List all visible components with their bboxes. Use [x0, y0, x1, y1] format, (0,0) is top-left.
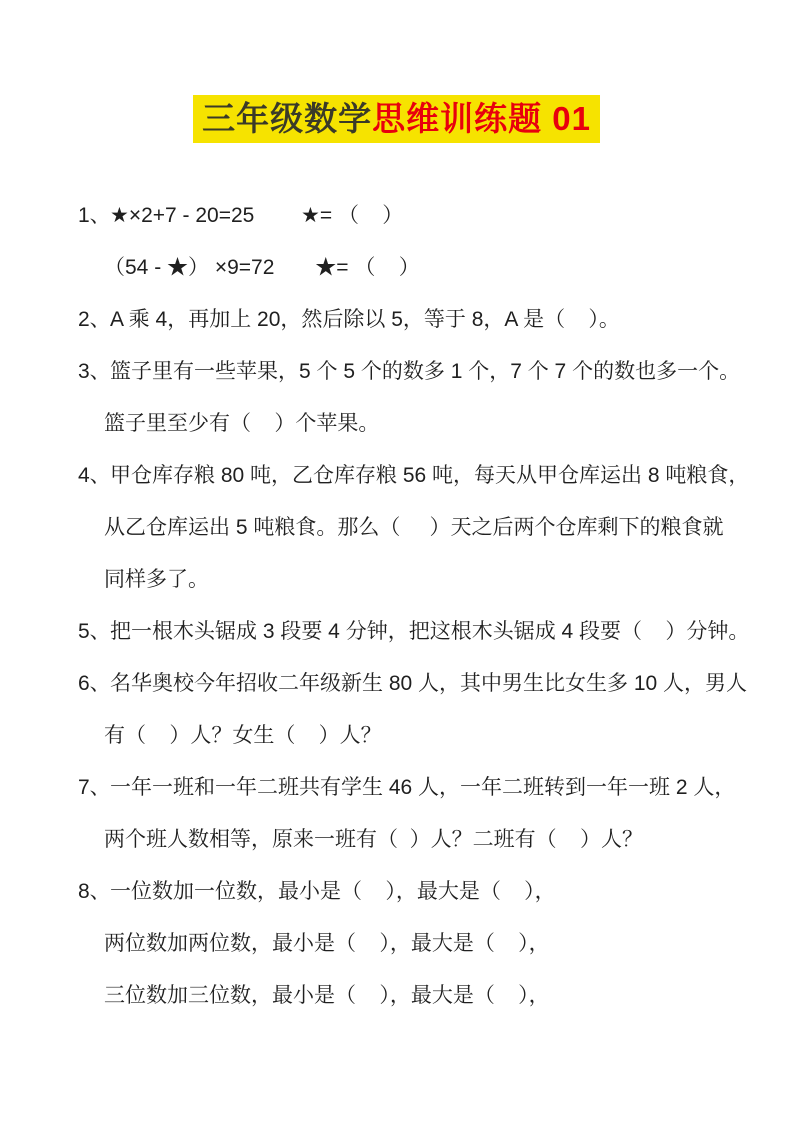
title-grade-text: 三年级数学	[202, 100, 373, 137]
question-8-text-2: 两位数加两位数，最小是（ ），最大是（ ），	[104, 932, 550, 955]
question-1-number: 1、	[78, 204, 111, 227]
question-3-text-1: 篮子里有一些苹果，5 个 5 个的数多 1 个，7 个 7 个的数也多一个。	[110, 360, 741, 383]
question-4-line-1	[78, 450, 753, 502]
question-7-number: 7、	[78, 776, 111, 799]
question-3-line-2	[78, 398, 753, 450]
question-7-line-2	[78, 814, 753, 866]
question-7-text-1: 一年一班和一年二班共有学生 46 人，一年二班转到一年一班 2 人，	[110, 776, 736, 799]
question-2-number: 2、	[78, 308, 111, 331]
question-2-line-1	[78, 294, 753, 346]
question-6-text-1: 名华奥校今年招收二年级新生 80 人，其中男生比女生多 10 人，男人	[110, 672, 748, 695]
question-1-line-2	[78, 242, 753, 294]
question-5-line-1	[78, 606, 753, 658]
question-3	[78, 346, 753, 450]
question-1-text-1: ★×2+7 - 20=25 ★= （ ）	[110, 204, 404, 227]
question-4-text-2: 从乙仓库运出 5 吨粮食。那么（ ）天之后两个仓库剩下的粮食就	[104, 516, 724, 539]
question-3-line-1	[78, 346, 753, 398]
question-1-line-1	[78, 190, 753, 242]
title-topic-text: 思维训练题 01	[372, 100, 591, 137]
question-4-text-1: 甲仓库存粮 80 吨，乙仓库存粮 56 吨，每天从甲仓库运出 8 吨粮食，	[110, 464, 750, 487]
question-5-number: 5、	[78, 620, 111, 643]
question-1	[78, 190, 753, 294]
question-4-line-3	[78, 554, 753, 606]
question-6-line-2	[78, 710, 753, 762]
questions-list	[0, 190, 793, 1022]
question-8-text-3: 三位数加三位数，最小是（ ），最大是（ ），	[104, 984, 550, 1007]
question-2-text-1: A 乘 4，再加上 20，然后除以 5，等于 8，A 是（ ）。	[110, 308, 620, 331]
question-8	[78, 866, 753, 1022]
question-3-number: 3、	[78, 360, 111, 383]
question-6-text-2: 有（ ）人？女生（ ）人？	[104, 724, 382, 747]
question-8-line-3	[78, 970, 753, 1022]
question-6-number: 6、	[78, 672, 111, 695]
question-1-text-2: （54 - ★） ×9=72 ★= （ ）	[104, 256, 420, 279]
question-7-line-1	[78, 762, 753, 814]
question-8-text-1: 一位数加一位数，最小是（ ），最大是（ ），	[110, 880, 556, 903]
question-4-text-3: 同样多了。	[104, 568, 209, 591]
question-5-text-1: 把一根木头锯成 3 段要 4 分钟，把这根木头锯成 4 段要（ ）分钟。	[110, 620, 750, 643]
question-8-line-1	[78, 866, 753, 918]
question-4-number: 4、	[78, 464, 111, 487]
question-5	[78, 606, 753, 658]
title-row	[0, 0, 793, 143]
question-6-line-1	[78, 658, 753, 710]
question-7-text-2: 两个班人数相等，原来一班有（ ）人？二班有（ ）人？	[104, 828, 644, 851]
question-6	[78, 658, 753, 762]
question-2	[78, 294, 753, 346]
page-title	[193, 95, 600, 143]
question-3-text-2: 篮子里至少有（ ）个苹果。	[104, 412, 380, 435]
question-8-line-2	[78, 918, 753, 970]
question-4-line-2	[78, 502, 753, 554]
question-8-number: 8、	[78, 880, 111, 903]
question-7	[78, 762, 753, 866]
question-4	[78, 450, 753, 606]
